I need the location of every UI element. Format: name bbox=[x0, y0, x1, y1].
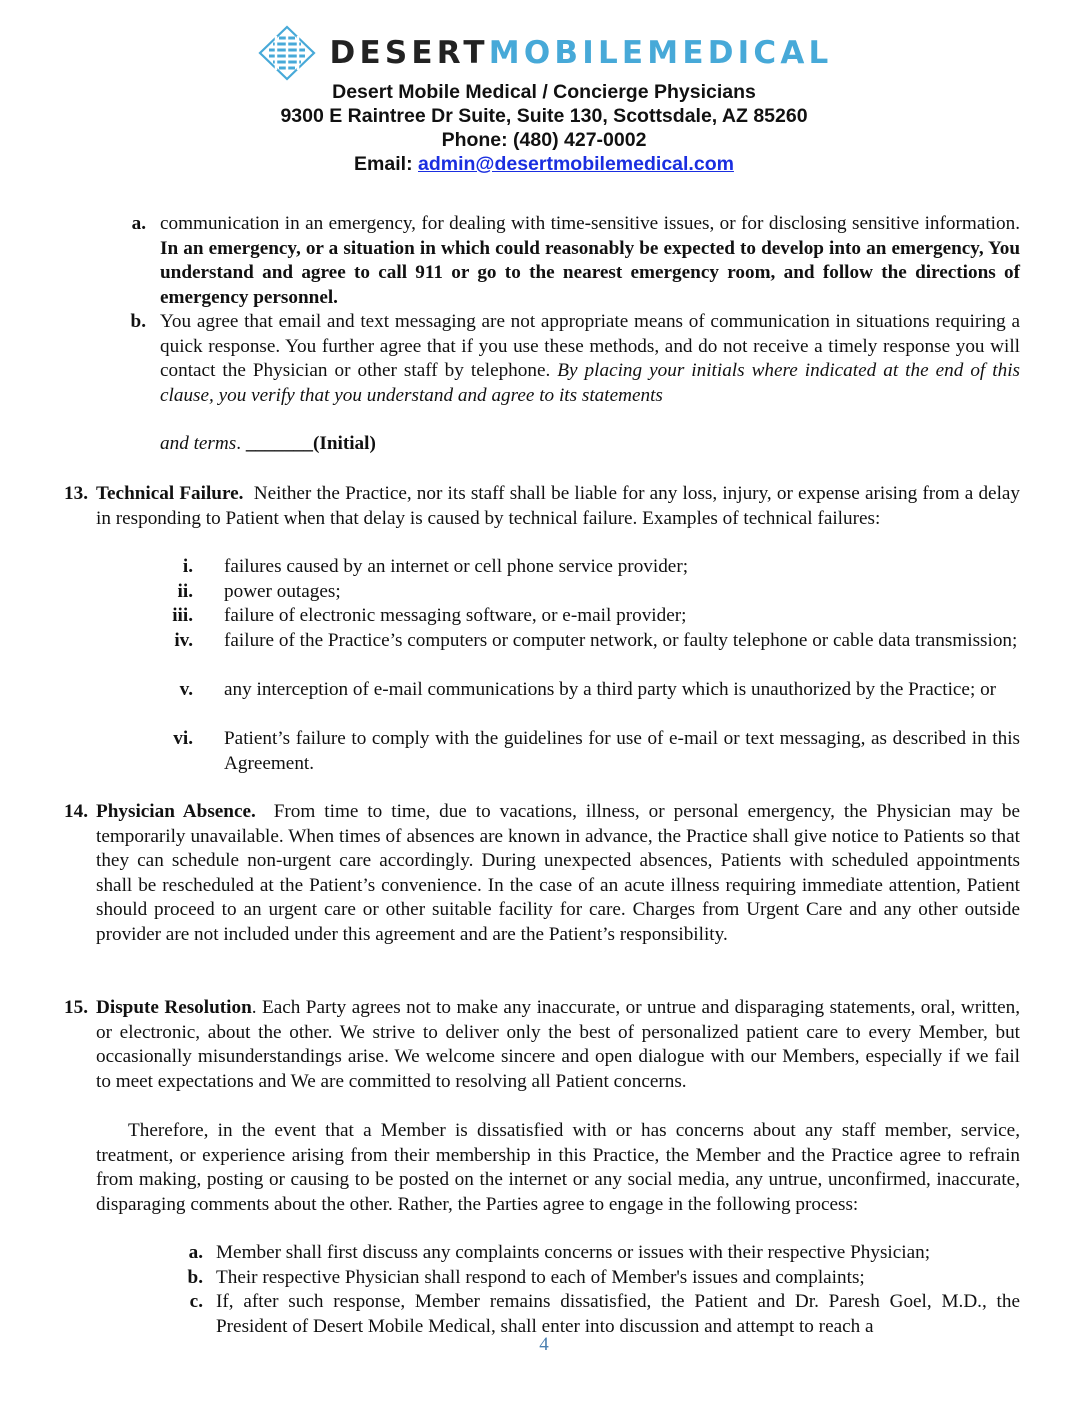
initial-blank[interactable]: _______ bbox=[245, 433, 313, 454]
item-label-vi: vi. bbox=[173, 728, 193, 749]
clause-number-13: 13. bbox=[64, 483, 88, 504]
item-label-15c: c. bbox=[189, 1291, 203, 1312]
clause-number-14: 14. bbox=[64, 801, 88, 822]
clause-number-15: 15. bbox=[64, 997, 88, 1018]
logo-text-mobilemedical: MOBILEMEDICAL bbox=[488, 34, 833, 71]
org-email-line bbox=[0, 152, 1088, 176]
item-label-15a: a. bbox=[188, 1242, 203, 1263]
org-phone: Phone: (480) 427-0002 bbox=[441, 129, 647, 151]
item-label-v: v. bbox=[179, 679, 193, 700]
item-label-iv: iv. bbox=[174, 630, 193, 651]
initial-label: (Initial) bbox=[312, 433, 376, 454]
clause13-item-v: any interception of e-mail communications by a third party which is unauthorized by the Practice; or bbox=[224, 679, 997, 700]
clause13-item-i: failures caused by an internet or cell phone service provider; bbox=[224, 556, 689, 577]
clause13-item-iv: failure of the Practice’s computers or computer network, or faulty telephone or cable data transmission; bbox=[224, 630, 1018, 651]
clause13-text: Neither the Practice, nor its staff shall be liable for any loss, injury, or expense arising from a delay in responding to Patient when that delay is caused by technical failure. Examples of technical failures: bbox=[96, 483, 1021, 529]
initial-line-italic: and terms bbox=[160, 433, 237, 454]
item-label-i: i. bbox=[182, 556, 193, 577]
clause15-item-b: Their respective Physician shall respond to each of Member's issues and complaints; bbox=[216, 1267, 865, 1288]
item-label-b: b. bbox=[130, 311, 146, 332]
clause12-a-bold: In an emergency, or a situation in which could reasonably be expected to develop into an emergency, You understand and agree to call 911 or go to the nearest emergency room, and follow the directions of emergency personnel. bbox=[160, 237, 1020, 308]
clause13-title: Technical Failure. bbox=[96, 483, 244, 504]
clause12-b-text: You agree that email and text messaging are not appropriate means of communication in situations requiring a quick response. You further agree that if you use these methods, and do not receive a timely response you will contact the Physician or other staff by telephone. bbox=[160, 311, 1020, 381]
clause15-text: . Each Party agrees not to make any inaccurate, or untrue and disparaging statements, oral, written, or electronic, about the other. We strive to deliver only the best of personalized patient care to every Member, but occasionally misunderstandings arise. We welcome sincere and open dialogue with our Members, especially if we fail to meet expectations and We are committed to resolving all Patient concerns. bbox=[96, 997, 1021, 1092]
org-address: 9300 E Raintree Dr Suite, Suite 130, Scottsdale, AZ 85260 bbox=[280, 105, 808, 127]
company-logo bbox=[0, 24, 1088, 82]
clause14-title: Physician Absence. bbox=[96, 801, 256, 822]
diamond-logo-icon bbox=[256, 24, 318, 82]
clause15-body bbox=[96, 996, 1020, 1094]
clause15-paragraph-2: Therefore, in the event that a Member is dissatisfied with or has concerns about any staff member, service, treatment, or experience arising from their membership in this Practice, the Member and the Practice agree to refrain from making, posting or causing to be posted on the internet or any social media, any untrue, unconfirmed, inaccurate, disparaging comments about the other. Rather, the Parties agree to engage in the following process: bbox=[96, 1120, 1020, 1215]
org-name: Desert Mobile Medical / Concierge Physicians bbox=[332, 81, 756, 103]
clause14-body bbox=[96, 800, 1020, 947]
email-link[interactable]: admin@desertmobilemedical.com bbox=[418, 153, 734, 175]
page-number: 4 bbox=[539, 1334, 549, 1355]
clause13-intro bbox=[96, 482, 1020, 531]
clause13-item-iii: failure of electronic messaging software, or e-mail provider; bbox=[224, 605, 687, 626]
clause13-item-ii: power outages; bbox=[224, 581, 341, 602]
clause12-item-b bbox=[160, 310, 1020, 408]
initial-line-period: . bbox=[236, 433, 242, 454]
clause14-text: From time to time, due to vacations, illness, or personal emergency, the Physician may be temporarily unavailable. When times of absences are known in advance, the Practice shall give notice to Patients so that they can schedule non-urgent care accordingly. During unexpected absences, Patients with scheduled appointments shall be rescheduled at the Patient’s convenience. In the case of an acute illness requiring immediate attention, Patient should proceed to an urgent care or other suitable facility for care. Charges from Urgent Care and any other outside provider are not included under this agreement and are the Patient’s responsibility. bbox=[96, 801, 1020, 945]
logo-text-desert: DESERT bbox=[329, 34, 489, 71]
initial-line bbox=[160, 432, 1020, 457]
clause15-item-c: If, after such response, Member remains dissatisfied, the Patient and Dr. Paresh Goel, M.D., the President of Desert Mobile Medical, shall enter into discussion and attempt to reach a bbox=[216, 1291, 1020, 1337]
item-label-a: a. bbox=[131, 213, 146, 234]
clause15-item-a: Member shall first discuss any complaints concerns or issues with their respective Physician; bbox=[216, 1242, 931, 1263]
clause12-item-a bbox=[160, 212, 1020, 310]
clause12-a-text: communication in an emergency, for dealing with time-sensitive issues, or for disclosing sensitive information. bbox=[160, 213, 1020, 234]
email-label: Email: bbox=[354, 153, 413, 175]
clause12-b-italic: By placing your initials where indicated at the end of this clause, you verify that you understand and agree to its statements bbox=[160, 360, 1020, 406]
item-label-15b: b. bbox=[187, 1267, 203, 1288]
item-label-iii: iii. bbox=[172, 605, 193, 626]
clause15-title: Dispute Resolution bbox=[96, 997, 252, 1018]
clause13-item-vi: Patient’s failure to comply with the guidelines for use of e-mail or text messaging, as described in this Agreement. bbox=[224, 728, 1020, 774]
item-label-ii: ii. bbox=[177, 581, 193, 602]
